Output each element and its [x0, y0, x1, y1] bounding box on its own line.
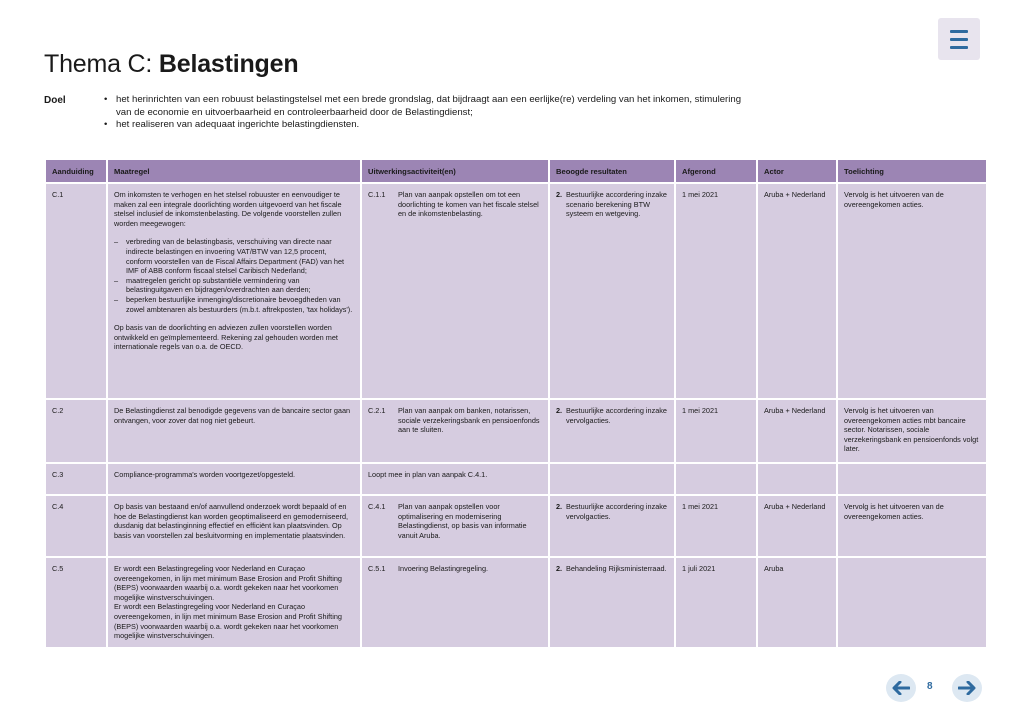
header-aanduiding: Aanduiding	[46, 160, 106, 182]
hamburger-icon	[950, 30, 968, 33]
cell-aanduiding: C.5	[46, 556, 106, 647]
header-uitwerkingsactiviteit: Uitwerkingsactiviteit(en)	[362, 160, 548, 182]
cell-resultaat: 2. Bestuurlijke accordering inzake scenario berekening BTW systeem en wetgeving.	[550, 182, 674, 398]
table-row	[46, 182, 986, 398]
cell-resultaat: 2. Bestuurlijke accordering inzake vervolgacties.	[550, 398, 674, 462]
previous-page-button[interactable]	[886, 674, 916, 702]
cell-toelichting	[838, 462, 986, 494]
table-header-row	[46, 160, 986, 182]
cell-maatregel: Compliance-programma's worden voortgezet/opgesteld.	[108, 462, 360, 494]
doel-item: • het herinrichten van een robuust belastingstelsel met een brede grondslag, dat bijdraagt aan een eerlijke(re) verdeling van het inkomen, stimulering van de economie en uitvoerbaarheid en controleerbaarheid door de Belastingdienst;	[104, 94, 744, 119]
cell-activiteit: C.1.1 Plan van aanpak opstellen om tot een doorlichting te komen van het fiscale stelsel en de inkomstenbelasting.	[362, 182, 548, 398]
cell-activiteit: C.2.1 Plan van aanpak om banken, notarissen, sociale verzekeringsbank en pensioenfonds aan te sluiten.	[362, 398, 548, 462]
cell-aanduiding: C.1	[46, 182, 106, 398]
header-maatregel: Maatregel	[108, 160, 360, 182]
list-item: – maatregelen gericht op substantiële vermindering van belastinguitgaven en bijdragen/overdrachten aan derden;	[114, 276, 354, 295]
doel-list	[104, 94, 744, 132]
doel-label: Doel	[44, 95, 66, 106]
cell-aanduiding: C.3	[46, 462, 106, 494]
cell-afgerond: 1 juli 2021	[676, 556, 756, 647]
table-row	[46, 398, 986, 462]
cell-afgerond: 1 mei 2021	[676, 398, 756, 462]
cell-activiteit: C.4.1 Plan van aanpak opstellen voor optimalisering en modernisering Belastingdienst, op basis van informatie vanuit Aruba.	[362, 494, 548, 556]
cell-actor: Aruba + Nederland	[758, 398, 836, 462]
cell-activiteit: Loopt mee in plan van aanpak C.4.1.	[362, 462, 548, 494]
next-page-button[interactable]	[952, 674, 982, 702]
doel-item: • het realiseren van adequaat ingerichte belastingdiensten.	[104, 119, 744, 132]
header-afgerond: Afgerond	[676, 160, 756, 182]
header-toelichting: Toelichting	[838, 160, 986, 182]
cell-maatregel: Er wordt een Belastingregeling voor Nederland en Curaçao overeengekomen, in lijn met minimum Base Erosion and Profit Shifting (BEPS) voorwaarden waarbij o.a. wordt gekeken naar het voorkomen mogelijke winstverschuivingen. Er wordt een Belastingregeling voor Nederland en Curaçao overeengekomen, in lijn met minimum Base Erosion and Profit Shifting (BEPS) voorwaarden waarbij o.a. wordt gekeken naar het voorkomen mogelijke winstverschuivingen.	[108, 556, 360, 647]
cell-maatregel: Op basis van bestaand en/of aanvullend onderzoek wordt bepaald of en hoe de Belastingdienst kan worden geoptimaliseerd en gemoderniseerd, dusdanig dat belastinginning effectief en efficiënt kan plaatsvinden. Op basis van voorstellen zal besluitvorming en implementatie plaatsvinden.	[108, 494, 360, 556]
page-title: Thema C: Belastingen	[44, 50, 299, 78]
cell-afgerond: 1 mei 2021	[676, 494, 756, 556]
table-row	[46, 494, 986, 556]
cell-toelichting: Vervolg is het uitvoeren van de overeengekomen acties.	[838, 494, 986, 556]
table-row	[46, 462, 986, 494]
cell-afgerond	[676, 462, 756, 494]
cell-toelichting: Vervolg is het uitvoeren van de overeengekomen acties.	[838, 182, 986, 398]
cell-actor: Aruba + Nederland	[758, 494, 836, 556]
header-beoogde-resultaten: Beoogde resultaten	[550, 160, 674, 182]
cell-actor: Aruba	[758, 556, 836, 647]
cell-resultaat	[550, 462, 674, 494]
cell-maatregel: Om inkomsten te verhogen en het stelsel robuuster en eenvoudiger te maken zal een integrale doorlichting worden uitgevoerd van het fiscale stelsel inclusief de inkomstenbelasting. De volgende voorstellen zullen worden meegewogen: – verbreding van de belastingbasis, verschuiving van directe naar indirecte belastingen en invoering VAT/BTW van 12,5 procent, conform voorstellen van de Fiscal Affairs Department (FAD) van het IMF of ABB conform fiscaal stelsel Caribisch Nederland; – maatregelen gericht op substantiële vermindering van belastinguitgaven en bijdragen/overdrachten aan derden; – beperken bestuurlijke inmenging/discretionaire bevoegdheden van zowel ambtenaren als bestuurders (m.b.t. aftrekposten, 'tax holidays'). Op basis van de doorlichting en adviezen zullen voorstellen worden ontwikkeld en geïmplementeerd. Rekening zal gehouden worden met internationale regels van o.a. de OECD.	[108, 182, 360, 398]
cell-actor: Aruba + Nederland	[758, 182, 836, 398]
cell-aanduiding: C.4	[46, 494, 106, 556]
menu-button[interactable]	[938, 18, 980, 60]
cell-toelichting	[838, 556, 986, 647]
list-item: – beperken bestuurlijke inmenging/discretionaire bevoegdheden van zowel ambtenaren als bestuurders (m.b.t. aftrekposten, 'tax holidays').	[114, 295, 354, 314]
cell-resultaat: 2. Bestuurlijke accordering inzake vervolgacties.	[550, 494, 674, 556]
arrow-left-icon	[892, 681, 910, 695]
cell-afgerond: 1 mei 2021	[676, 182, 756, 398]
list-item: – verbreding van de belastingbasis, verschuiving van directe naar indirecte belastingen en invoering VAT/BTW van 12,5 procent, conform voorstellen van de Fiscal Affairs Department (FAD) van het IMF of ABB conform fiscaal stelsel Caribisch Nederland;	[114, 237, 354, 275]
cell-maatregel: De Belastingdienst zal benodigde gegevens van de bancaire sector gaan ontvangen, voor zover dat nog niet gebeurt.	[108, 398, 360, 462]
measures-table	[44, 160, 988, 647]
page-number: 8	[927, 681, 933, 692]
cell-aanduiding: C.2	[46, 398, 106, 462]
cell-resultaat: 2. Behandeling Rijksministerraad.	[550, 556, 674, 647]
table-row	[46, 556, 986, 647]
header-actor: Actor	[758, 160, 836, 182]
cell-actor	[758, 462, 836, 494]
cell-activiteit: C.5.1 Invoering Belastingregeling.	[362, 556, 548, 647]
cell-toelichting: Vervolg is het uitvoeren van overeengekomen acties mbt bancaire sector. Notarissen, sociale verzekeringsbank en pensioenfonds volgt later.	[838, 398, 986, 462]
arrow-right-icon	[958, 681, 976, 695]
